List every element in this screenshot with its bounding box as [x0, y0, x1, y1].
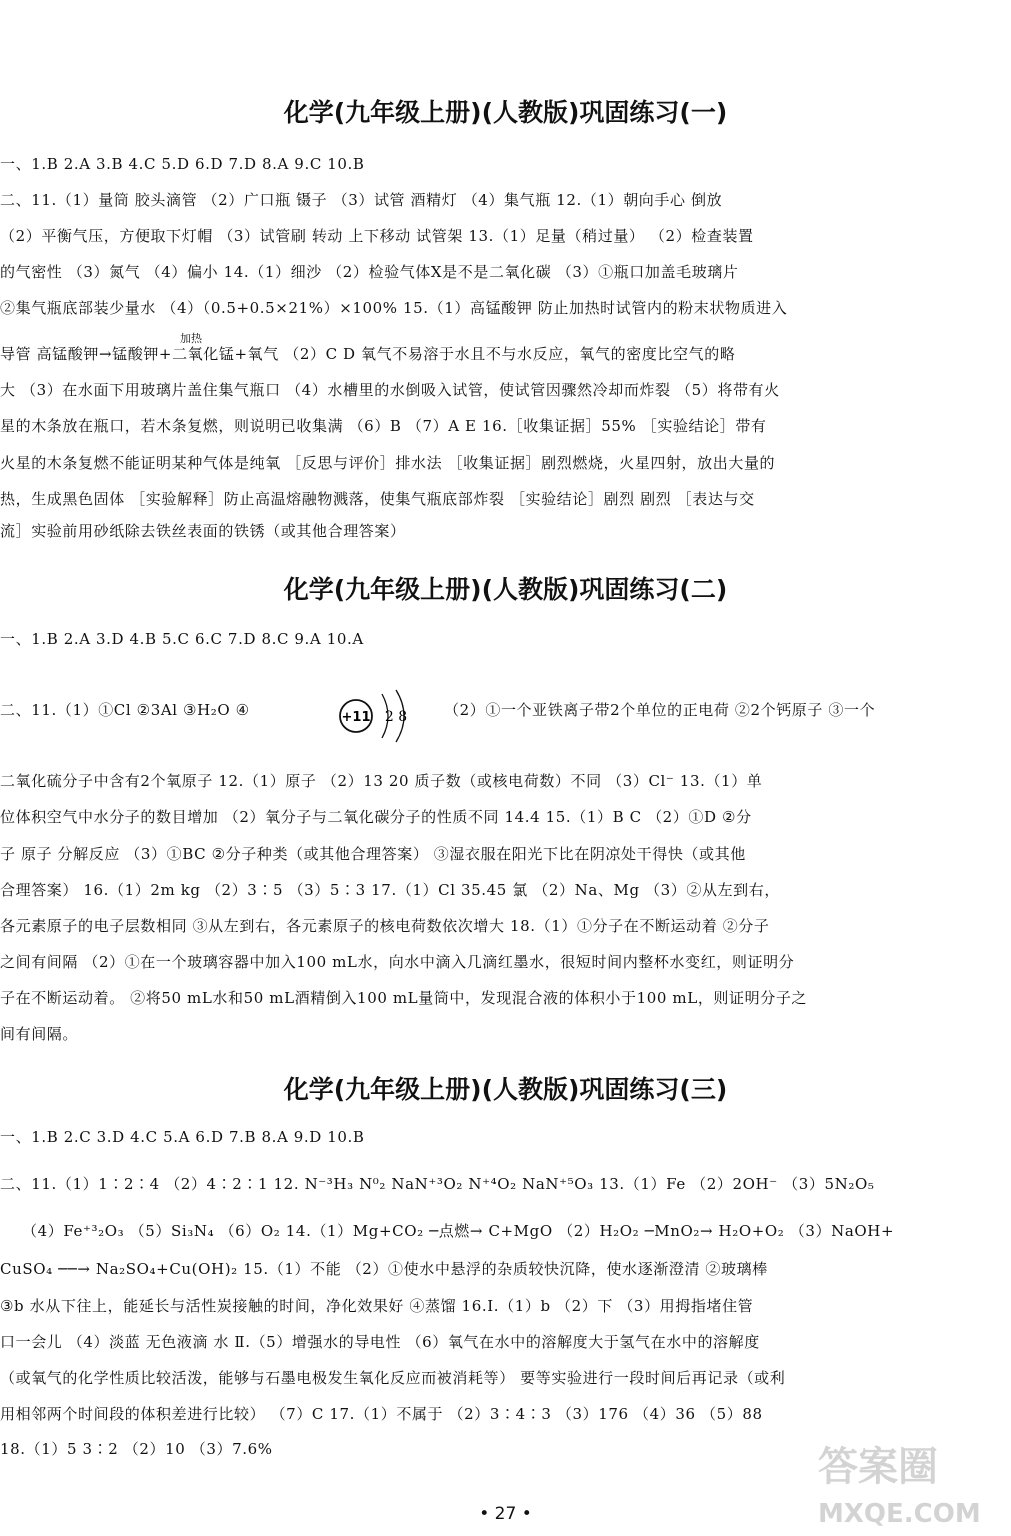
answer-line: 大 （3）在水面下用玻璃片盖住集气瓶口 （4）水槽里的水倒吸入试管，使试管因骤然冷却而炸裂 （5）将带有火 — [0, 381, 780, 399]
answer-line: 星的木条放在瓶口，若木条复燃，则说明已收集满 （6）B （7）A E 16.［收集证据］55% ［实验结论］带有 — [0, 417, 767, 435]
answer-line: 子 原子 分解反应 （3）①BC ②分子种类（或其他合理答案） ③湿衣服在阳光下比在阴凉处干得快（或其他 — [0, 845, 746, 863]
answer-line: （4）Fe⁺³₂O₃ （5）Si₃N₄ （6）O₂ 14.（1）Mg+CO₂ ─点燃→ C+MgO （2）H₂O₂ ─MnO₂→ H₂O+O₂ （3）NaOH+ — [22, 1222, 895, 1240]
answer-line: （或氧气的化学性质比较活泼，能够与石墨电极发生氧化反应而被消耗等） 要等实验进行一段时间后再记录（或利 — [0, 1369, 786, 1387]
answer-line: 热，生成黑色固体 ［实验解释］防止高温熔融物溅落，使集气瓶底部炸裂 ［实验结论］剧烈 剧烈 ［表达与交 — [0, 490, 755, 508]
answer-line: 二、11.（1）量筒 胶头滴管 （2）广口瓶 镊子 （3）试管 酒精灯 （4）集气瓶 12.（1）朝向手心 倒放 — [0, 191, 723, 209]
answer-line: （2）平衡气压，方便取下灯帽 （3）试管刷 转动 上下移动 试管架 13.（1）足量（稍过量） （2）检查装置 — [0, 227, 754, 245]
answer-line: 二、11.（1）1∶2∶4 （2）4∶2∶1 12. N⁻³H₃ N⁰₂ NaN⁺³O₂ N⁺⁴O₂ NaN⁺⁵O₃ 13.（1）Fe （2）2OH⁻ （3）5N₂O₅ — [0, 1175, 875, 1193]
answer-line: 流］实验前用砂纸除去铁丝表面的铁锈（或其他合理答案） — [0, 522, 406, 540]
answer-line: 子在不断运动着。 ②将50 mL水和50 mL酒精倒入100 mL量筒中，发现混合液的体积小于100 mL，则证明分子之 — [0, 989, 808, 1007]
atom-structure-diagram — [336, 688, 426, 744]
answer-line: 口一会儿 （4）淡蓝 无色液滴 水 Ⅱ.（5）增强水的导电性 （6）氧气在水中的溶解度大于氢气在水中的溶解度 — [0, 1333, 760, 1351]
answer-line: 二氧化硫分子中含有2个氧原子 12.（1）原子 （2）13 20 质子数（或核电荷数）不同 （3）Cl⁻ 13.（1）单 — [0, 772, 763, 790]
answer-line: 18.（1）5 3∶2 （2）10 （3）7.6% — [0, 1440, 273, 1458]
answer-line: 用相邻两个时间段的体积差进行比较） （7）C 17.（1）不属于 （2）3∶4∶3 （3）176 （4）36 （5）88 — [0, 1405, 763, 1423]
watermark-bottom-text: MXQE.COM — [818, 1499, 981, 1529]
answer-line: 合理答案） 16.（1）2m kg （2）3∶5 （3）5∶3 17.（1）Cl 35.45 氯 （2）Na、Mg （3）②从左到右， — [0, 881, 780, 899]
answer-line: 各元素原子的电子层数相同 ③从左到右，各元素原子的核电荷数依次增大 18.（1）①分子在不断运动着 ②分子 — [0, 917, 770, 935]
section-title-1: 化学(九年级上册)(人教版)巩固练习(一) — [283, 98, 728, 127]
answer-line: ②集气瓶底部装少量水 （4）（0.5+0.5×21%）×100% 15.（1）高锰酸钾 防止加热时试管内的粉末状物质进入 — [0, 299, 788, 317]
page-number: • 27 • — [479, 1504, 532, 1524]
answer-line: 间有间隔。 — [0, 1025, 79, 1043]
arrow-condition: 加热 — [180, 332, 202, 345]
section-title-3: 化学(九年级上册)(人教版)巩固练习(三) — [283, 1075, 728, 1104]
answer-line: 火星的木条复燃不能证明某种气体是纯氧 ［反思与评价］排水法 ［收集证据］剧烈燃烧，火星四射，放出大量的 — [0, 454, 776, 472]
answer-line: 一、1.B 2.C 3.D 4.C 5.A 6.D 7.B 8.A 9.D 10.B — [0, 1128, 365, 1146]
answer-line: 之间有间隔 （2）①在一个玻璃容器中加入100 mL水，向水中滴入几滴红墨水，很短时间内整杯水变红，则证明分 — [0, 953, 795, 971]
atom-shell-electrons: 2 8 — [384, 709, 408, 725]
answer-line: 一、1.B 2.A 3.B 4.C 5.D 6.D 7.D 8.A 9.C 10.B — [0, 155, 365, 173]
answer-line: （2）①一个亚铁离子带2个单位的正电荷 ②2个钙原子 ③一个 — [444, 701, 876, 719]
answer-line: ③b 水从下往上，能延长与活性炭接触的时间，净化效果好 ④蒸馏 16.Ⅰ.（1）b （2）下 （3）用拇指堵住管 — [0, 1297, 754, 1315]
answer-line: CuSO₄ ──→ Na₂SO₄+Cu(OH)₂ 15.（1）不能 （2）①使水中悬浮的杂质较快沉降，使水逐渐澄清 ②玻璃棒 — [0, 1260, 768, 1278]
answer-line: 位体积空气中水分子的数目增加 （2）氧分子与二氧化碳分子的性质不同 14.4 15.（1）B C （2）①D ②分 — [0, 808, 752, 826]
answer-line: 的气密性 （3）氮气 （4）偏小 14.（1）细沙 （2）检验气体X是不是二氧化碳 （3）①瓶口加盖毛玻璃片 — [0, 263, 739, 281]
answer-line: 导管 高锰酸钾→锰酸钾+二氧化锰+氧气 （2）C D 氧气不易溶于水且不与水反应，氧气的密度比空气的略 — [0, 345, 736, 363]
answer-line: 二、11.（1）①Cl ②3Al ③H₂O ④ — [0, 701, 250, 719]
watermark-top-text: 答案圈 — [818, 1444, 938, 1490]
answer-line: 一、1.B 2.A 3.D 4.B 5.C 6.C 7.D 8.C 9.A 10.A — [0, 630, 364, 648]
site-watermark-logo — [808, 1432, 1008, 1532]
atom-nucleus-label: +11 — [341, 710, 371, 725]
section-title-2: 化学(九年级上册)(人教版)巩固练习(二) — [283, 575, 728, 604]
